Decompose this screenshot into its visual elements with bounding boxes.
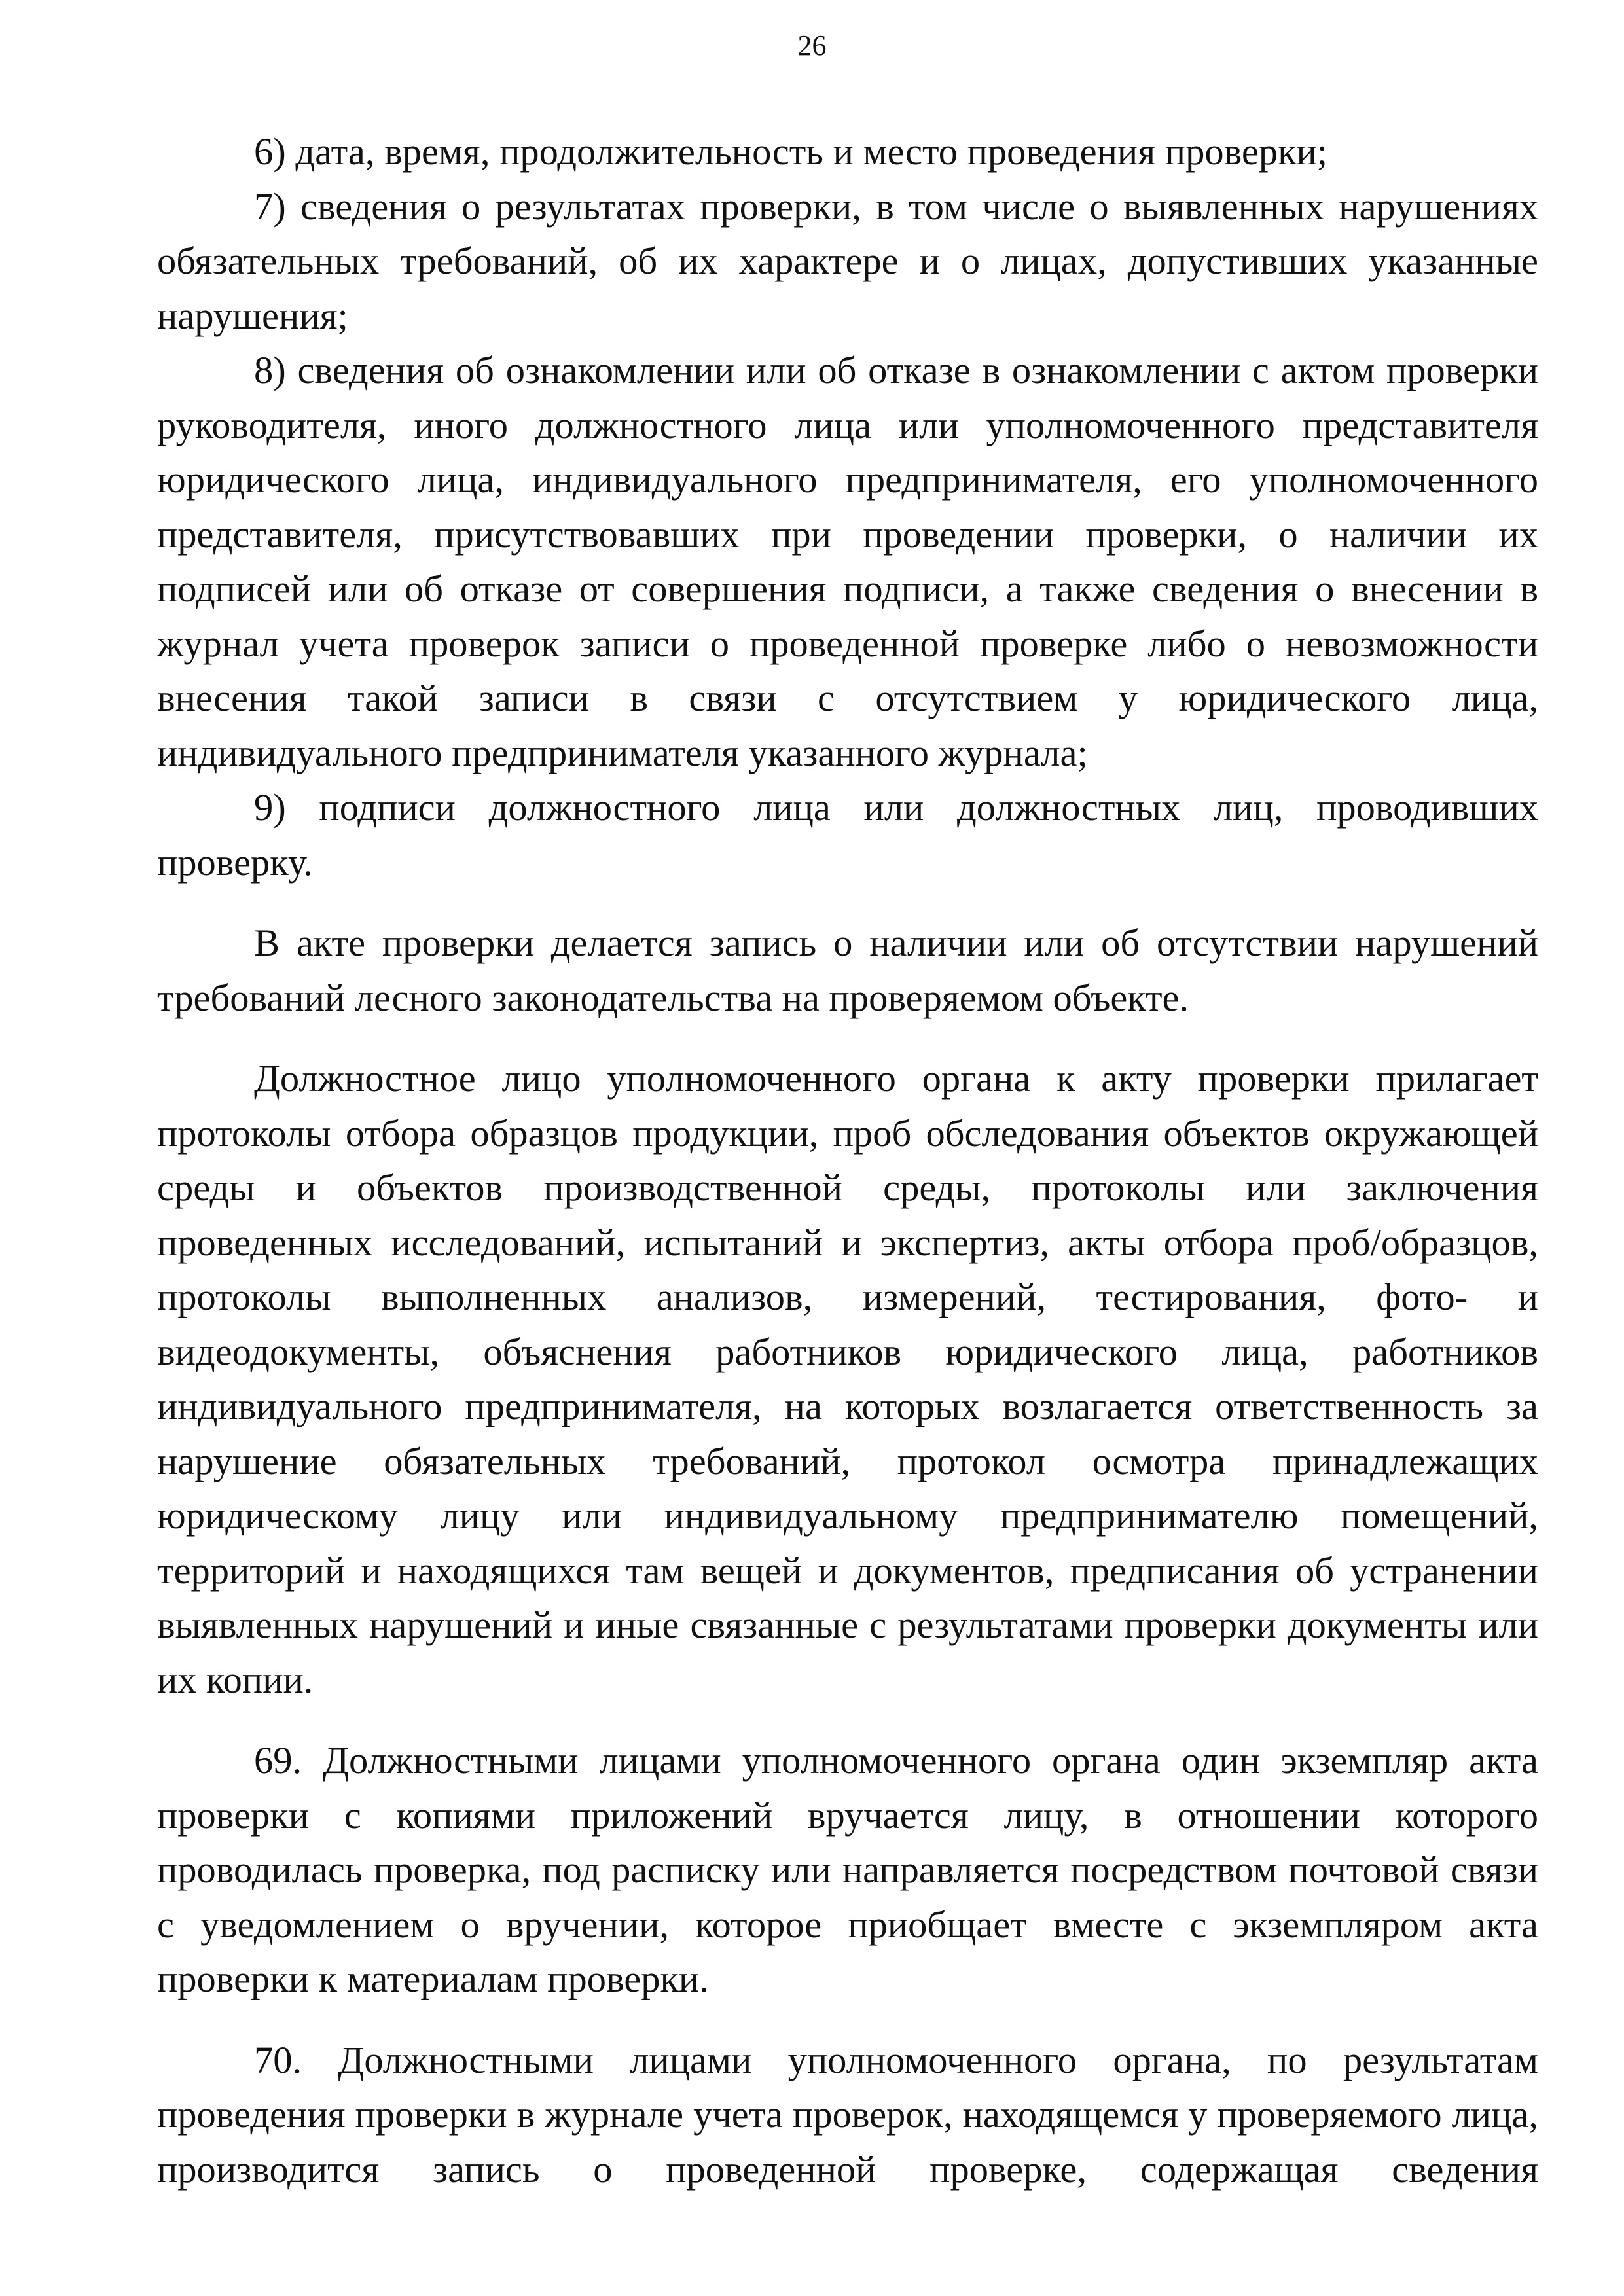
page-number: 26 [797,29,827,62]
paragraph-item-6: 6) дата, время, продолжительность и место проведения проверки; [254,130,1328,173]
paragraph-item-8: 8) сведения об ознакомлении или об отказе в ознакомлении с актом проверки руководителя, иного должностного лица или уполномоченного представителя юридического лица, индивидуального предпринимателя, его уполномоченного представителя, присутствовавших при проведении проверки, о наличии их подписей или об отказе от совершения подписи, а также сведения о внесении в журнал учета проверок записи о проведенной проверке либо о невозможности внесения такой записи в связи с отсутствием у юридического лица, индивидуального предпринимателя указанного журнала; [157,349,1538,774]
paragraph-clause-70: 70. Должностными лицами уполномоченного органа, по результатам проведения проверки в журнале учета проверок, находящемся у проверяемого лица, производится запись о проведенной проверке, содержащая сведения [157,2038,1538,2191]
paragraph-attachments: Должностное лицо уполномоченного органа к акту проверки прилагает протоколы отбора образцов продукции, проб обследования объектов окружающей среды и объектов производственной среды, протоколы или заключения проведенных исследований, испытаний и экспертиз, акты отбора проб/образцов, протоколы выполненных анализов, измерений, тестирования, фото- и видеодокументы, объяснения работников юридического лица, работников индивидуального предпринимателя, на которых возлагается ответственность за нарушение обязательных требований, протокол осмотра принадлежащих юридическому лицу или индивидуальному предпринимателю помещений, территорий и находящихся там вещей и документов, предписания об устранении выявленных нарушений и иные связанные с результатами проверки документы или их копии. [157,1057,1538,1701]
paragraph-item-7: 7) сведения о результатах проверки, в том числе о выявленных нарушениях обязательных требований, об их характере и о лицах, допустивших указанные нарушения; [157,185,1538,337]
paragraph-clause-69: 69. Должностными лицами уполномоченного органа один экземпляр акта проверки с копиями приложений вручается лицу, в отношении которого проводилась проверка, под расписку или направляется посредством почтовой связи с уведомлением о вручении, которое приобщает вместе с экземпляром акта проверки к материалам проверки. [157,1739,1538,2000]
paragraph-violations-note: В акте проверки делается запись о наличии или об отсутствии нарушений требований лесного законодательства на проверяемом объекте. [157,922,1538,1019]
paragraph-item-9: 9) подписи должностного лица или должностных лиц, проводивших проверку. [157,786,1538,884]
document-body [157,124,1538,2197]
